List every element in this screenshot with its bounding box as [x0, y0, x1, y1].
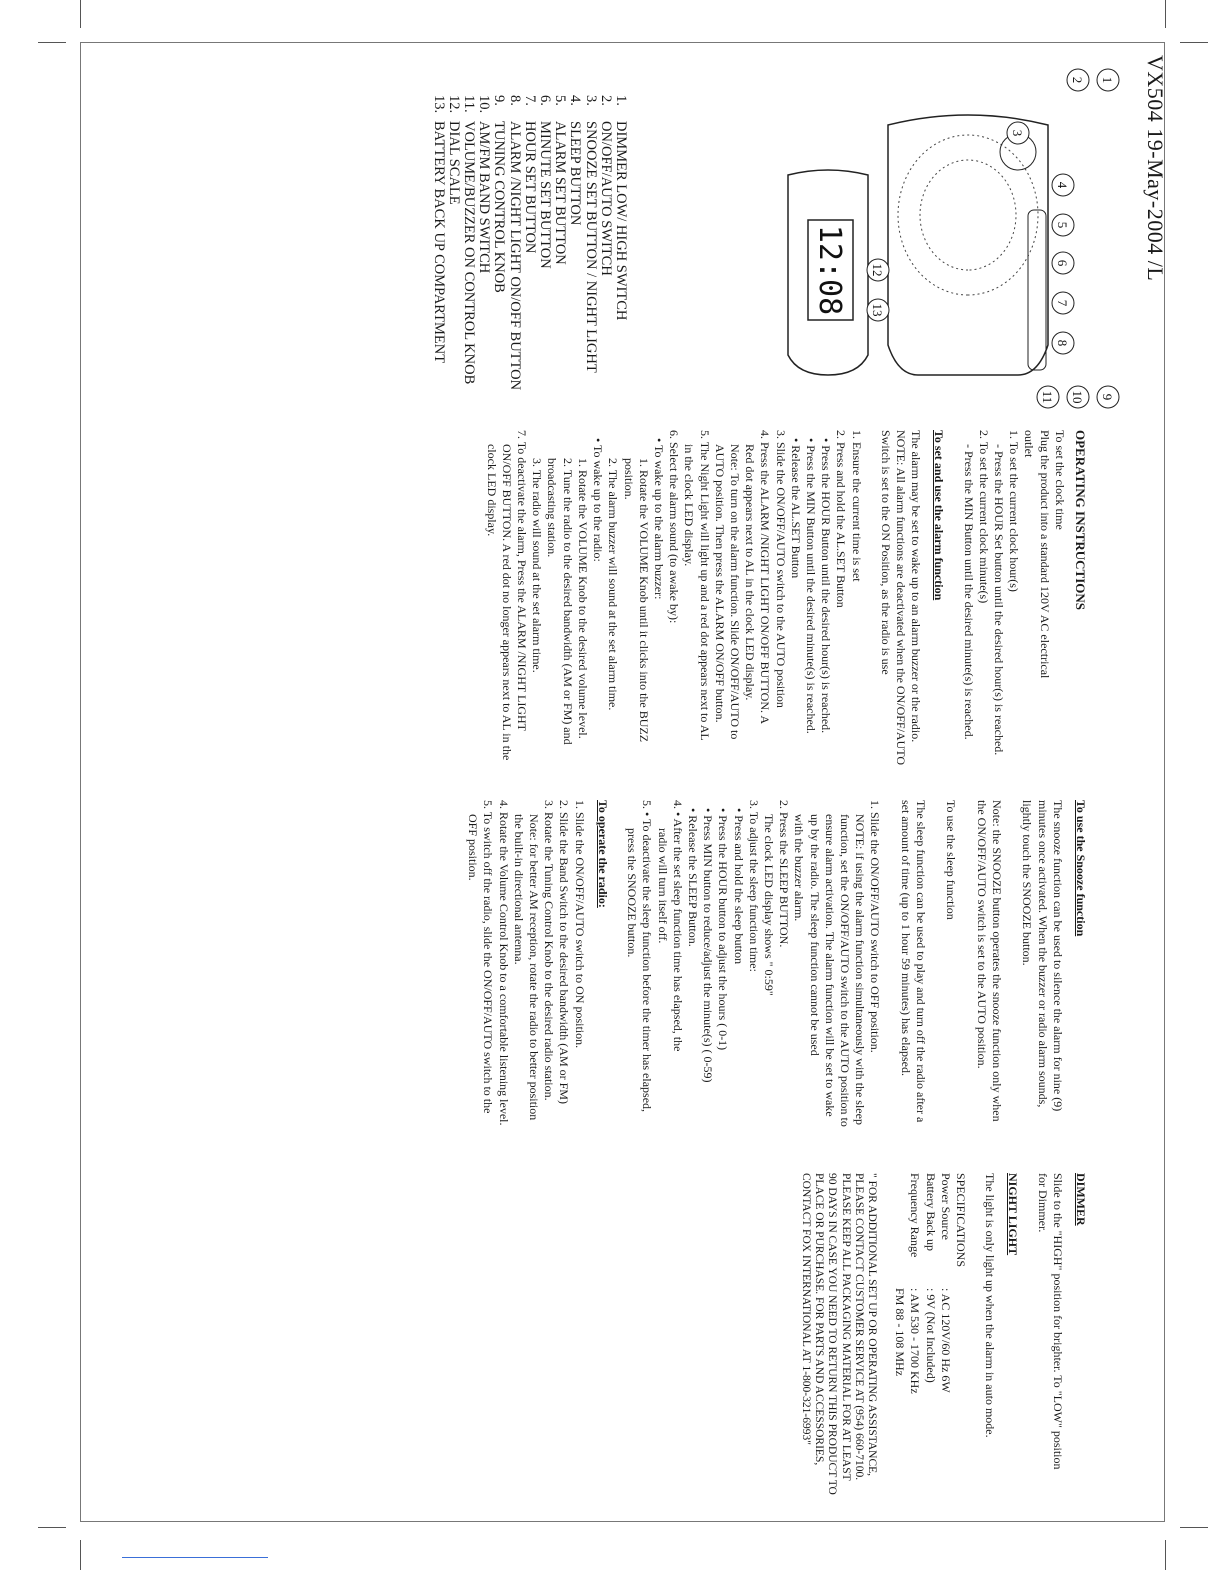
crop-mark [38, 1527, 66, 1528]
instruction-line: • To wake up to the radio: [591, 438, 606, 562]
instruction-line: outlet [1022, 430, 1037, 458]
button-row [1028, 210, 1046, 370]
callout-12-label: 12 [870, 263, 885, 277]
parts-list-number: 9. [491, 95, 508, 106]
notice-line: " FOR ADDITIONAL SET UP OR OPERATING ASSISTANCE, [865, 1173, 878, 1477]
crop-mark [1165, 1540, 1166, 1570]
notice-line: PLEASE KEEP ALL PACKAGING MATERIAL FOR AT LEAST [839, 1173, 852, 1481]
instruction-line: up by the radio. The sleep function cannot be used [807, 814, 822, 1056]
callout-5-label: 5 [1055, 221, 1070, 229]
instruction-line: Note: the SNOOZE button operates the snooze function only when [989, 800, 1004, 1122]
night-light-heading: NIGHT LIGHT [1006, 1173, 1021, 1256]
dimmer-specs-column [799, 1173, 1088, 1513]
callout-8-label: 8 [1055, 339, 1070, 347]
instruction-line: lightly touch the SNOOZE button. [1020, 800, 1035, 966]
callout-4-label: 4 [1055, 181, 1070, 189]
alarm-heading: To set and use the alarm function [932, 430, 947, 601]
callout-2-label: 2 [1070, 76, 1085, 84]
parts-list-number: 10. [476, 95, 493, 114]
instruction-line: 3. The radio will sound at the set alarm time. [530, 458, 545, 673]
radio-heading: To operate the radio: [595, 800, 610, 908]
instruction-line: 3. Slide the ON/OFF/AUTO switch to the AUTO position [773, 430, 788, 708]
instruction-line: • Release the SLEEP Button. [685, 808, 700, 947]
spec-value: : AM 530 - 1700 KHz [908, 1288, 923, 1394]
instruction-line: To set the clock time [1052, 430, 1067, 530]
instruction-line: 1. Slide the ON/OFF/AUTO switch to ON position. [572, 800, 587, 1049]
instruction-line: 2. Press and hold the AL.SET Button [834, 430, 849, 608]
instruction-line: OFF position. [466, 814, 481, 881]
instruction-line: 2. The alarm buzzer will sound at the set alarm time. [606, 458, 621, 711]
spec-key: Battery Back up [923, 1173, 938, 1251]
parts-list-label: ON/OFF/AUTO SWITCH [597, 121, 614, 276]
instruction-line: function, set the ON/OFF/AUTO switch to the AUTO position to [837, 814, 852, 1127]
parts-list-item [552, 95, 567, 425]
parts-list-label: SNOOZE SET BUTTON / NIGHT LIGHT [582, 121, 599, 373]
radio-top-outline [888, 115, 1048, 375]
instruction-line: The snooze function can be used to silence the alarm for nine (9) [1050, 800, 1065, 1112]
instruction-line: Note: for better AM reception, rotate the radio to better position [527, 814, 542, 1121]
instruction-line: the ON/OFF/AUTO switch is set to the AUTO position. [974, 800, 989, 1069]
spec-row [922, 1173, 937, 1513]
instruction-line: NOTE: All alarm functions are deactivated when the ON/OFF/AUTO [893, 430, 908, 766]
instruction-line: • Press the HOUR Button until the desired hour(s) is reached. [819, 438, 834, 734]
instruction-line [1004, 800, 1019, 1160]
snooze-sleep-radio-column [465, 800, 1088, 1160]
section-title: OPERATING INSTRUCTIONS [1073, 430, 1088, 610]
instruction-line [958, 800, 973, 1160]
instruction-line: 1. Rotate the VOLUME Knob to the desired volume level. [575, 458, 590, 739]
parts-list-label: ALARM SET BUTTON [552, 121, 569, 265]
callout-9-label: 9 [1100, 393, 1115, 401]
parts-list-label: AM/FM BAND SWITCH [476, 121, 493, 274]
callout-13-label: 13 [870, 303, 885, 317]
instruction-line: press the SNOOZE button. [625, 828, 640, 958]
parts-list-item [598, 95, 613, 425]
dimmer-heading: DIMMER [1074, 1173, 1088, 1226]
parts-list-item [537, 95, 552, 425]
instruction-line: 2. Tune the radio to the desired bandwidth (AM or FM) and [560, 458, 575, 745]
parts-list-label: HOUR SET BUTTON [521, 121, 538, 254]
parts-list-number: 4. [567, 95, 584, 106]
specifications-title: SPECIFICATIONS [953, 1173, 968, 1268]
instruction-line: 3. To adjust the sleep function time: [746, 800, 761, 972]
instruction-line: minutes once activated. When the buzzer or radio alarm sounds, [1035, 800, 1050, 1108]
parts-list-label: SLEEP BUTTON [567, 121, 584, 226]
instruction-line: • Press MIN button to reduce/adjust the minute(s) ( 0-59) [701, 808, 716, 1083]
instruction-line: - Press the MIN Button until the desired minute(s) is reached. [961, 444, 976, 740]
instruction-line: AUTO position. Then press the ALARM ON/OFF button. [712, 444, 727, 723]
instruction-line: 5. • To deactivate the sleep function before the timer has elapsed, [640, 800, 655, 1113]
instruction-line: for Dimmer. [1035, 1173, 1050, 1233]
spec-value: : 9V (Not Included) [923, 1288, 938, 1383]
operating-instructions-column [483, 430, 1088, 790]
spec-key: Frequency Range [908, 1173, 923, 1258]
parts-list-item [446, 95, 461, 425]
instruction-line: To use the sleep function [944, 800, 959, 920]
product-diagram [768, 45, 1168, 404]
parts-list-item [461, 95, 476, 425]
instruction-line: • To wake up to the alarm buzzer: [651, 438, 666, 600]
parts-list-number: 5. [552, 95, 569, 106]
instruction-line: 4. Press the ALARM /NIGHT LIGHT ON/OFF BUTTON. A [758, 430, 773, 725]
parts-list-number: 7. [521, 95, 538, 106]
notice-line: 90 DAYS IN CASE YOU NEED TO RETURN THIS PRODUCT TO [826, 1173, 839, 1495]
instruction-line: • Press the HOUR button to adjust the hours ( 0-1) [716, 808, 731, 1051]
parts-list [430, 95, 628, 425]
snooze-heading: To use the Snooze function [1074, 800, 1088, 937]
parts-list-item [506, 95, 521, 425]
parts-list-item [491, 95, 506, 425]
instruction-line: set amount of time (up to 1 hour 59 minutes) has elapsed. [898, 800, 913, 1076]
instruction-line: The sleep function can be used to play and turn off the radio after a [913, 800, 928, 1123]
parts-list-label: BATTERY BACK UP COMPARTMENT [430, 121, 447, 364]
instruction-line: the built-in directional antenna. [511, 814, 526, 965]
speaker-grille-inner [920, 160, 1016, 270]
callout-3-label: 3 [1010, 129, 1025, 137]
instruction-line: 1. Slide the ON/OFF/AUTO switch to OFF position. [868, 800, 883, 1053]
instruction-line: The light is only light up when the alarm in auto mode. [983, 1173, 998, 1438]
instruction-line: position. [621, 458, 636, 500]
crop-mark [80, 0, 81, 28]
parts-list-number: 8. [506, 95, 523, 106]
parts-list-item [430, 95, 445, 425]
instruction-line: Plug the product into a standard 120V AC electrical [1037, 430, 1052, 679]
parts-list-label: DIMMER LOW/ HIGH SWITCH [613, 121, 629, 321]
instruction-line: broadcasting station. [545, 458, 560, 558]
callout-11-label: 11 [1040, 390, 1055, 404]
parts-list-number: 3. [582, 95, 599, 106]
instruction-line: ensure alarm activation. The alarm function will be set to wake [822, 814, 837, 1117]
crop-mark [1165, 0, 1166, 28]
document-header: VX504 19-May-2004 /L [1143, 55, 1168, 282]
instruction-line: The alarm may be set to wake up to an alarm buzzer or the radio. [909, 430, 924, 743]
instruction-line: 2. To set the current clock minute(s) [976, 430, 991, 604]
instruction-line: 5. The Night Light will light up and a red dot appears next to AL [697, 430, 712, 741]
notice-line: CONTACT FOX INTERNATIONAL AT 1-800-321-6993" [799, 1173, 812, 1445]
instruction-line: • Press and hold the sleep button [731, 808, 746, 965]
speaker-grille [898, 135, 1038, 295]
blue-rule [122, 1557, 268, 1558]
instruction-line: 1. Ensure the current time is set [849, 430, 864, 582]
parts-list-label: VOLUME/BUZZER ON CONTROL KNOB [460, 121, 477, 385]
instruction-line: 5. To switch off the radio, slide the ON/OFF/AUTO switch to the [481, 800, 496, 1114]
spec-row [938, 1173, 953, 1513]
clock-display-text: 12:08 [812, 224, 847, 316]
parts-list-number: 2. [597, 95, 614, 106]
callout-7-label: 7 [1055, 299, 1070, 307]
parts-list-number: 1. [613, 95, 629, 106]
parts-list-item [476, 95, 491, 425]
parts-list-label: MINUTE SET BUTTON [536, 121, 553, 269]
instruction-line [882, 800, 897, 1160]
parts-list-number: 11. [460, 95, 477, 113]
instruction-line: 3. Rotate the Tuning Control Knob to the desired radio station. [542, 800, 557, 1101]
instruction-line: - Press the HOUR Set button until the desired hour(s) is reached. [991, 444, 1006, 756]
parts-list-label: TUNING CONTROL KNOB [491, 121, 508, 293]
spec-value: FM 88 - 108 MHz [893, 1288, 908, 1377]
instruction-line: clock LED display. [484, 444, 499, 537]
instruction-line: Note: To turn on the alarm function. Slide ON/OFF/AUTO to [727, 444, 742, 740]
instruction-line: radio will turn itself off. [655, 828, 670, 944]
instruction-line: ON/OFF BUTTON. A red dot no longer appears next to AL in the [499, 444, 514, 761]
instruction-line: in the clock LED display. [682, 444, 697, 567]
instruction-line [928, 800, 943, 1160]
parts-list-number: 12. [445, 95, 462, 114]
instruction-line: 4. • After the set sleep function time has elapsed, the [670, 800, 685, 1052]
notice-line: PLEASE CONTACT CUSTOMER SERVICE AT (954) 660-7100. [852, 1173, 865, 1481]
instruction-line: 1. Rotate the VOLUME Knob until it clicks into the BUZZ [636, 458, 651, 743]
instruction-line: 2. Slide the Band Switch to the desired bandwidth (AM or FM) [557, 800, 572, 1104]
parts-list-item [613, 95, 628, 425]
instruction-line: The clock LED display shows " 0:59" [761, 814, 776, 996]
instruction-line: • Release the AL.SET Button [788, 438, 803, 579]
instruction-line: 2. Press the SLEEP BUTTON. [777, 800, 792, 948]
instruction-line: 1. To set the current clock hour(s) [1007, 430, 1022, 592]
instruction-line: 7. To deactivate the alarm, Press the ALARM /NIGHT LIGHT [515, 430, 530, 731]
parts-list-label: DIAL SCALE [445, 121, 462, 205]
instruction-line: Slide to the "HIGH" position for brighter. To "LOW" position [1050, 1173, 1065, 1470]
callout-6-label: 6 [1055, 259, 1070, 267]
crop-mark [38, 42, 66, 43]
callout-1-label: 1 [1100, 76, 1115, 84]
crop-mark [1180, 42, 1208, 43]
instruction-line: • Press the MIN Button until the desired minute(s) is reached. [803, 438, 818, 734]
notice-line: PLACE OR PURCHASE. FOR PARTS AND ACCESSORIES, [813, 1173, 826, 1466]
callout-10-label: 10 [1070, 390, 1085, 404]
spec-key: Power Source [938, 1173, 953, 1240]
parts-list-label: ALARM /NIGHT LIGHT ON/OFF BUTTON [506, 121, 523, 391]
parts-list-number: 6. [536, 95, 553, 106]
parts-list-item [567, 95, 582, 425]
parts-list-number: 13. [430, 95, 447, 114]
spec-row [892, 1173, 907, 1513]
instruction-line: Switch is set to the ON Position, as the radio is use [878, 430, 893, 675]
crop-mark [1180, 1527, 1208, 1528]
instruction-line: NOTE: if using the alarm function simultaneously with the sleep [853, 814, 868, 1125]
instruction-line: Red dot appears next to AL in the clock LED display. [743, 444, 758, 701]
instruction-line: 4. Rotate the Volume Control Knob to a comfortable listening level. [496, 800, 511, 1126]
instruction-line: with the buzzer alarm. [792, 814, 807, 922]
instruction-line: 6. Select the alarm sound (to awake by): [667, 430, 682, 624]
parts-list-item [522, 95, 537, 425]
crop-mark [80, 1540, 81, 1570]
rotated-sheet [83, 45, 1168, 1520]
parts-list-item [582, 95, 597, 425]
spec-value: : AC 120V/60 Hz 6W [938, 1288, 953, 1393]
spec-row [907, 1173, 922, 1513]
